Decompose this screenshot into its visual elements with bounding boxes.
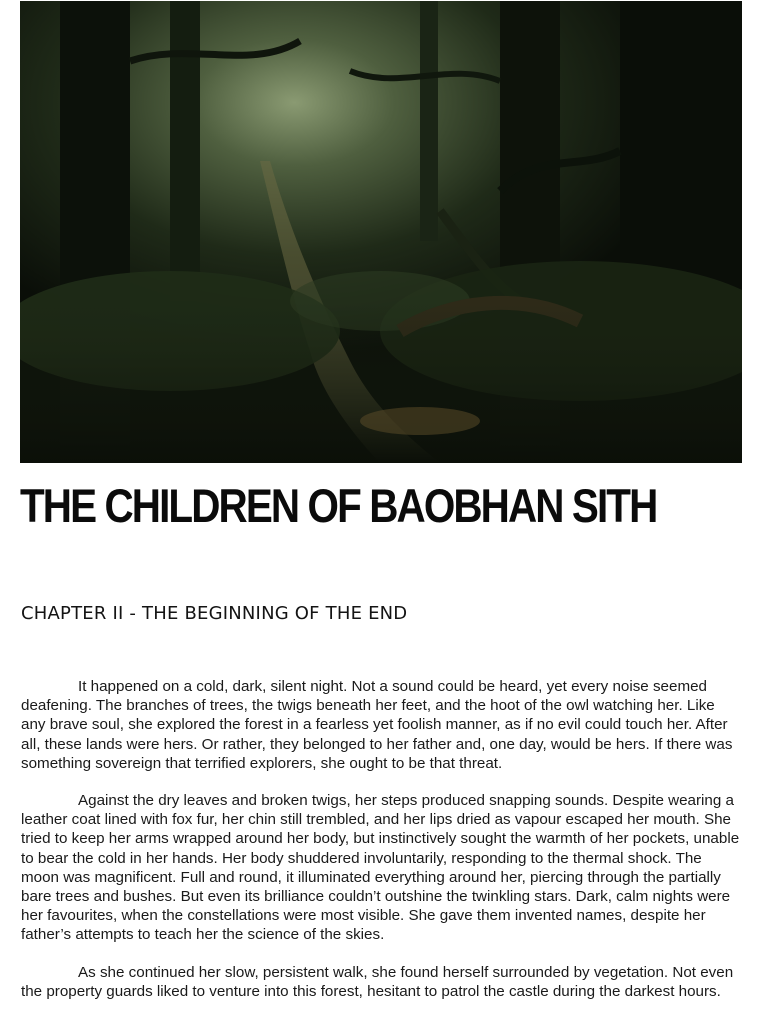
story-body <box>21 677 743 1019</box>
document-title: THE CHILDREN OF BAOBHAN SITH <box>20 479 657 532</box>
chapter-heading: CHAPTER II - THE BEGINNING OF THE END <box>21 603 408 624</box>
paragraph: Against the dry leaves and broken twigs, her steps produced snapping sounds. Despite wearing a leather coat lined with fox fur, her chin still trembled, and her lips dried as vapour escaped her mouth. She tried to keep her arms wrapped around her body, but instinctively sought the warmth of her pockets, unable to bear the cold in her hands. Her body shuddered involuntarily, responding to the thermal shock. The moon was magnificent. Full and round, it illuminated everything around her, piercing through the partially bare trees and bushes. But even its brilliance couldn’t outshine the twinkling stars. Dark, calm nights were her favourites, when the constellations were most visible. She gave them invented names, despite her father’s attempts to teach her the science of the skies. <box>21 792 740 944</box>
forest-illustration <box>20 1 742 463</box>
paragraph: It happened on a cold, dark, silent night. Not a sound could be heard, yet every noise seemed deafening. The branches of trees, the twigs beneath her feet, and the hoot of the owl watching her. Like any brave soul, she explored the forest in a fearless yet foolish manner, as if no evil could touch her. After all, these lands were hers. Or rather, they belonged to her father and, one day, would be hers. If there was something sovereign that terrified explorers, she ought to be that threat. <box>21 678 733 772</box>
paragraph: As she continued her slow, persistent walk, she found herself surrounded by vegetation. Not even the property guards liked to venture into this forest, hesitant to patrol the castle during the darkest hours. <box>21 963 734 1000</box>
hero-forest-image <box>20 1 742 463</box>
